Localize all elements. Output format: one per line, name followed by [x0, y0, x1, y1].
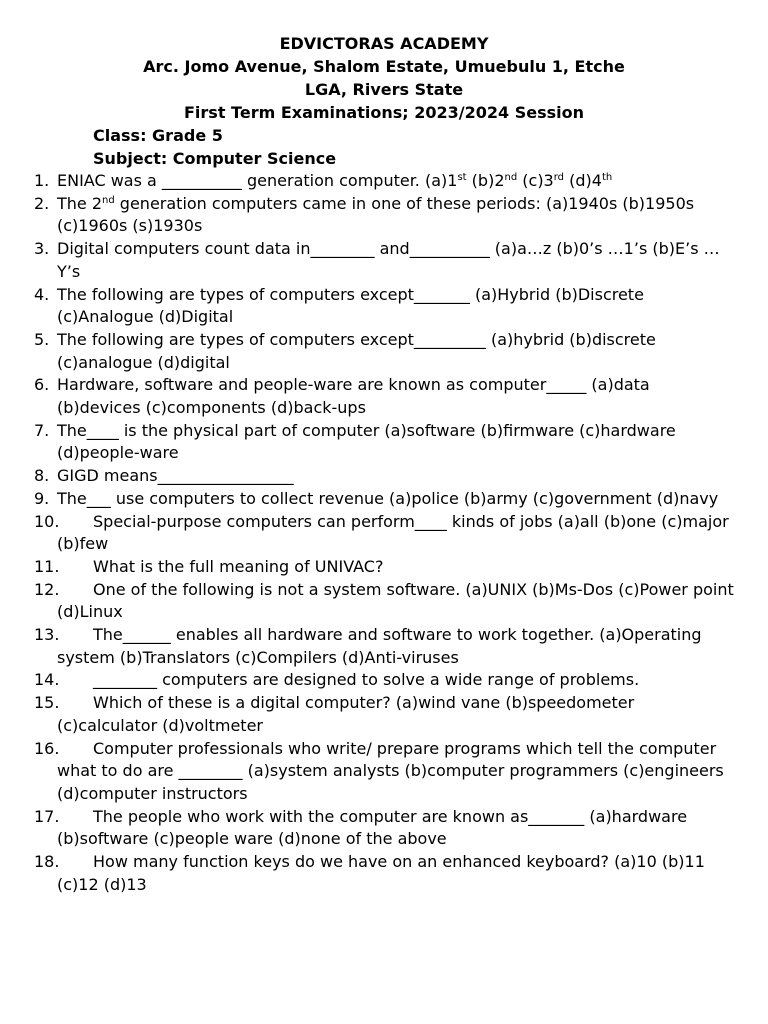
class-label: Class: Grade 5: [93, 126, 223, 145]
question-text-part: The following are types of computers except_______ (a)Hybrid (b)Discrete (c)Analogue (d)Digital: [57, 284, 644, 327]
question-item: [34, 374, 734, 419]
question-text-part: Computer professionals who write/ prepare programs which tell the computer what to do are ________ (a)system analysts (b)computer programmers (c)engineers (d)computer instructors: [57, 738, 724, 803]
question-number: 14.: [34, 670, 60, 690]
ordinal-suffix: nd: [504, 172, 518, 183]
question-text-part: The____ is the physical part of computer (a)software (b)firmware (c)hardware (d)people-ware: [57, 420, 676, 463]
question-text: [57, 239, 720, 281]
question-item: [34, 556, 734, 579]
question-text: [57, 330, 656, 372]
question-number: 10.: [34, 511, 60, 531]
question-item: [34, 170, 734, 193]
question-text-part: (c)3: [517, 171, 554, 190]
question-text-part: The______ enables all hardware and software to work together. (a)Operating system (b)Translators (c)Compilers (d)Anti-viruses: [57, 625, 702, 667]
question-text: [57, 580, 734, 622]
question-item: [34, 851, 734, 896]
question-text-part: One of the following is not a system software. (a)UNIX (b)Ms-Dos (c)Power point (d)Linux: [57, 579, 734, 622]
question-item: [34, 692, 734, 737]
exam-header: [0, 32, 768, 170]
question-number: 5.: [34, 329, 50, 349]
question-text: [57, 512, 729, 554]
question-item: [34, 624, 734, 669]
question-number: 1.: [34, 171, 50, 190]
question-text-part: (d)4: [564, 171, 602, 190]
question-number: 2.: [34, 193, 50, 213]
question-text: [57, 852, 705, 894]
question-text-part: The 2: [57, 193, 103, 213]
question-list: [34, 170, 734, 897]
question-text-part: Special-purpose computers can perform____ kinds of jobs (a)all (b)one (c)major (b)few: [57, 511, 729, 554]
question-item: [34, 420, 734, 465]
question-text-part: ENIAC was a __________ generation computer. (a)1: [57, 171, 458, 190]
question-text-part: The___ use computers to collect revenue (a)police (b)army (c)government (d)navy: [57, 488, 719, 508]
question-text: [57, 625, 702, 667]
question-text-part: The people who work with the computer are known as_______ (a)hardware (b)software (c)people ware (d)none of the above: [57, 806, 688, 849]
question-text: [57, 807, 687, 849]
question-text: [57, 557, 383, 576]
question-item: [34, 329, 734, 374]
question-number: 3.: [34, 239, 50, 259]
question-item: [34, 669, 734, 692]
school-name: EDVICTORAS ACADEMY: [279, 34, 489, 53]
question-number: 15.: [34, 693, 60, 713]
question-number: 16.: [34, 738, 60, 758]
question-number: 7.: [34, 420, 50, 440]
question-text: [57, 489, 718, 508]
question-number: 4.: [34, 284, 50, 304]
subject-label: Subject: Computer Science: [93, 149, 337, 168]
question-text: [57, 466, 294, 485]
exam-title: First Term Examinations; 2023/2024 Session: [184, 103, 584, 122]
ordinal-suffix: th: [601, 172, 613, 183]
question-number: 13.: [34, 625, 60, 645]
question-text-part: How many function keys do we have on an enhanced keyboard? (a)10 (b)11 (c)12 (d)13: [57, 852, 705, 894]
ordinal-suffix: nd: [102, 194, 115, 206]
question-item: [34, 488, 734, 511]
question-number: 18.: [34, 852, 60, 872]
question-item: [34, 284, 734, 329]
question-text-part: GIGD means_________________: [57, 466, 294, 486]
school-lga: LGA, Rivers State: [304, 80, 464, 99]
question-text: [57, 285, 644, 327]
question-text: [57, 171, 612, 190]
ordinal-suffix: rd: [553, 172, 565, 183]
school-address: Arc. Jomo Avenue, Shalom Estate, Umuebulu 1, Etche: [143, 57, 625, 76]
question-text-part: Hardware, software and people-ware are known as computer_____ (a)data (b)devices (c)components (d)back-ups: [57, 375, 650, 418]
question-text: [57, 194, 694, 236]
question-item: [34, 193, 734, 238]
question-text-part: (b)2: [466, 171, 505, 190]
question-item: [34, 511, 734, 556]
question-text: [57, 421, 676, 463]
question-number: 12.: [34, 579, 60, 599]
question-text: [57, 693, 634, 735]
question-text: [57, 739, 724, 803]
question-text-part: ________ computers are designed to solve a wide range of problems.: [93, 670, 640, 690]
question-text: [57, 375, 650, 417]
question-text: [57, 670, 639, 689]
question-item: [34, 579, 734, 624]
question-number: 17.: [34, 806, 60, 826]
question-number: 6.: [34, 375, 50, 395]
question-item: [34, 465, 734, 488]
question-item: [34, 738, 734, 806]
question-number: 9.: [34, 488, 50, 508]
question-text-part: Which of these is a digital computer? (a)wind vane (b)speedometer (c)calculator (d)voltmeter: [57, 693, 635, 735]
question-text-part: What is the full meaning of UNIVAC?: [93, 556, 384, 576]
question-item: [34, 806, 734, 851]
question-text-part: Digital computers count data in________ and__________ (a)a…z (b)0’s …1’s (b)E’s … Y’s: [57, 239, 720, 281]
question-text-part: The following are types of computers except_________ (a)hybrid (b)discrete (c)analogue (d)digital: [57, 329, 656, 372]
question-number: 11.: [34, 556, 60, 576]
question-number: 8.: [34, 466, 50, 486]
question-text-part: generation computers came in one of these periods: (a)1940s (b)1950s (c)1960s (s)1930s: [57, 193, 695, 236]
question-item: [34, 238, 734, 283]
ordinal-suffix: st: [457, 172, 467, 183]
